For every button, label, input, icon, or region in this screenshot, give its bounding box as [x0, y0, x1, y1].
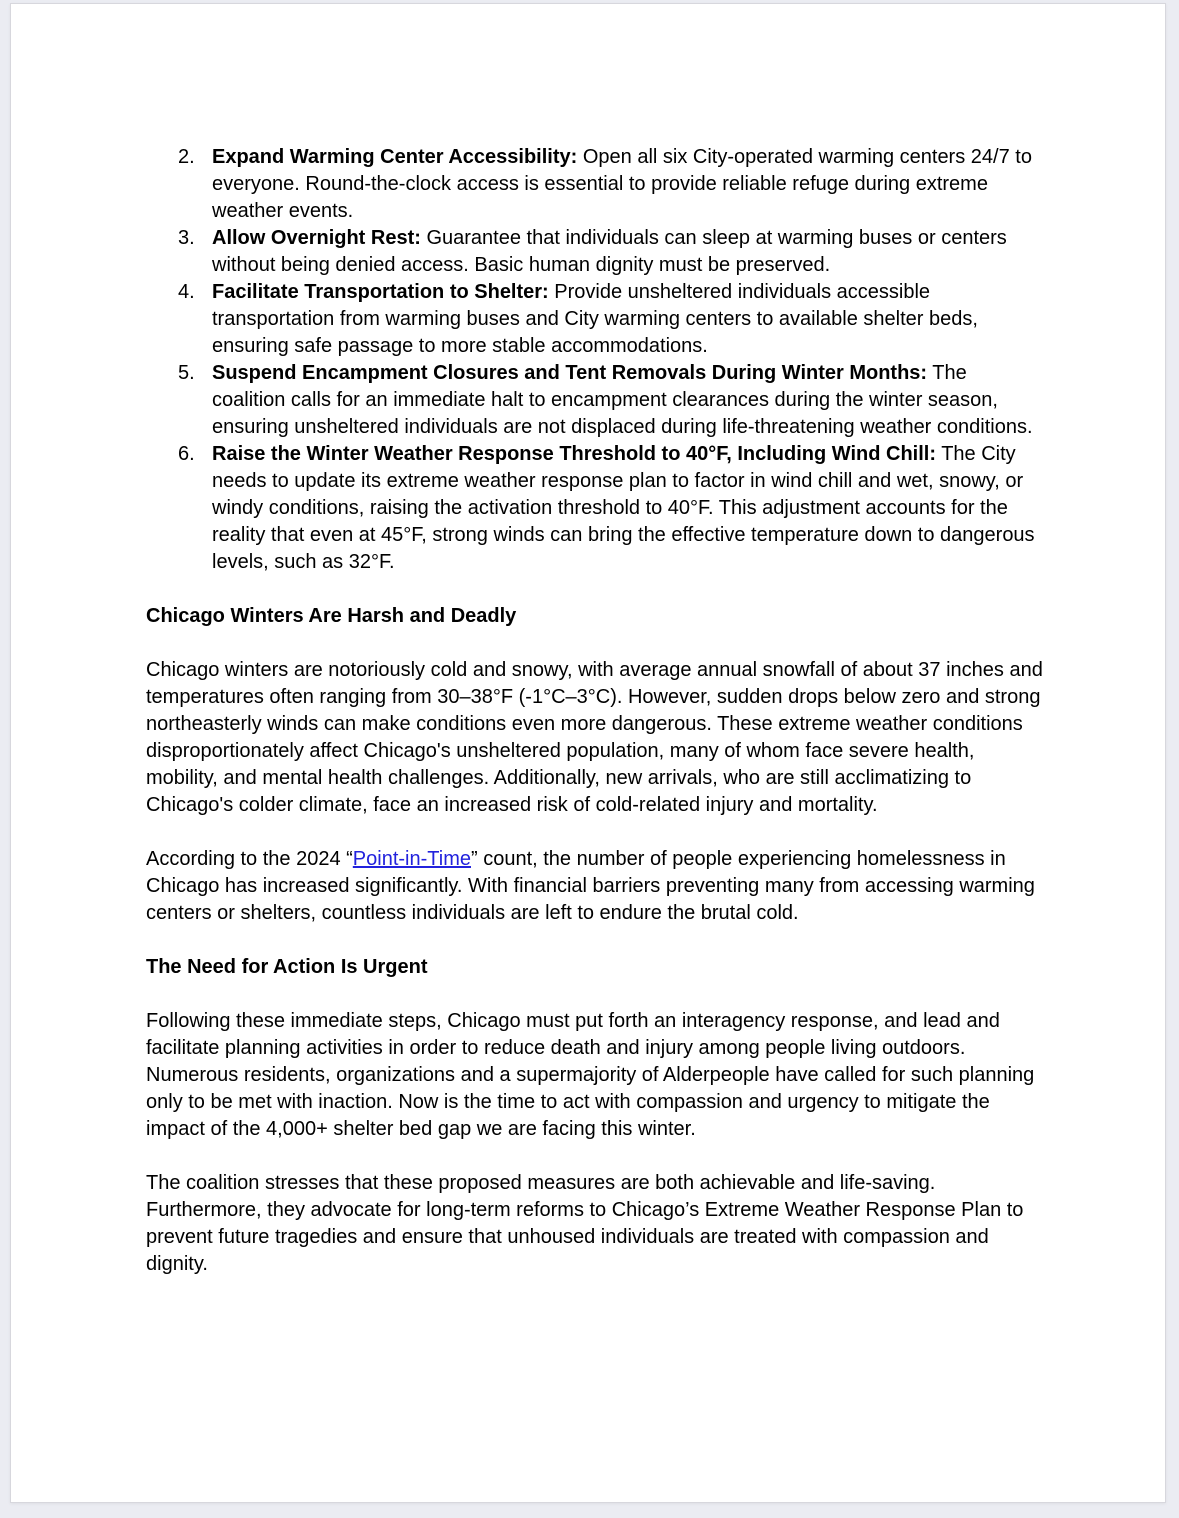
list-item-text — [212, 441, 1045, 576]
list-item — [146, 144, 1045, 225]
list-item-number: 3. — [178, 227, 195, 249]
document-page — [10, 3, 1166, 1503]
list-item-body: Provide unsheltered individuals accessible transportation from warming buses and City warming centers to available shelter beds, ensuring safe passage to more stable accommodations. — [212, 281, 978, 357]
list-item-text — [212, 225, 1045, 279]
list-item — [146, 225, 1045, 279]
paragraph-following-steps: Following these immediate steps, Chicago must put forth an interagency response, and lead and facilitate planning activities in order to reduce death and injury among people living outdoors. Numerous residents, organizations and a supermajority of Alderpeople have called for such planning only to be met with inaction. Now is the time to act with compassion and urgency to mitigate the impact of the 4,000+ shelter bed gap we are facing this winter. — [146, 1010, 1035, 1140]
list-item-text — [212, 144, 1045, 225]
paragraph-text-before-link: According to the 2024 “ — [146, 848, 353, 870]
page-content — [11, 4, 1165, 1278]
list-item-body: The City needs to update its extreme weather response plan to factor in wind chill and wet, snowy, or windy conditions, raising the activation threshold to 40°F. This adjustment accounts for the reality that even at 45°F, strong winds can bring the effective temperature down to dangerous levels, such as 32°F. — [212, 443, 1035, 573]
list-item — [146, 441, 1045, 576]
section-heading-chicago-winters: Chicago Winters Are Harsh and Deadly — [146, 605, 517, 627]
paragraph-coalition-stresses: The coalition stresses that these proposed measures are both achievable and life-saving. Furthermore, they advocate for long-term reforms to Chicago’s Extreme Weather Response Plan to prevent future tragedies and ensure that unhoused individuals are treated with compassion and dignity. — [146, 1172, 1024, 1275]
list-item-title: Expand Warming Center Accessibility: — [212, 146, 578, 168]
list-item-number: 5. — [178, 362, 195, 384]
list-item-number: 2. — [178, 146, 195, 168]
list-item-number: 6. — [178, 443, 195, 465]
list-item-body: The coalition calls for an immediate halt to encampment clearances during the winter season, ensuring unsheltered individuals are not displaced during life-threatening weather conditions. — [212, 362, 1033, 438]
list-item — [146, 279, 1045, 360]
list-item-text — [212, 279, 1045, 360]
list-item-title: Facilitate Transportation to Shelter: — [212, 281, 549, 303]
point-in-time-link[interactable]: Point-in-Time — [352, 848, 471, 870]
section-heading-need-for-action: The Need for Action Is Urgent — [146, 956, 428, 978]
list-item-body: Guarantee that individuals can sleep at warming buses or centers without being denied access. Basic human dignity must be preserved. — [212, 227, 1007, 276]
list-item-text — [212, 360, 1045, 441]
list-item-body: Open all six City-operated warming centers 24/7 to everyone. Round-the-clock access is essential to provide reliable refuge during extreme weather events. — [212, 146, 1032, 222]
list-item-title: Raise the Winter Weather Response Threshold to 40°F, Including Wind Chill: — [212, 443, 937, 465]
numbered-list — [146, 144, 1045, 576]
paragraph-chicago-winters: Chicago winters are notoriously cold and snowy, with average annual snowfall of about 37 inches and temperatures often ranging from 30–38°F (-1°C–3°C). However, sudden drops below zero and strong northeasterly winds can make conditions even more dangerous. These extreme weather conditions disproportionately affect Chicago's unsheltered population, many of whom face severe health, mobility, and mental health challenges. Additionally, new arrivals, who are still acclimatizing to Chicago's colder climate, face an increased risk of cold-related injury and mortality. — [146, 659, 1043, 816]
list-item-number: 4. — [178, 281, 195, 303]
list-item-title: Allow Overnight Rest: — [212, 227, 421, 249]
paragraph-point-in-time — [146, 846, 1045, 927]
list-item — [146, 360, 1045, 441]
list-item-title: Suspend Encampment Closures and Tent Removals During Winter Months: — [212, 362, 928, 384]
paragraph-text-after-link: ” count, the number of people experiencing homelessness in Chicago has increased significantly. With financial barriers preventing many from accessing warming centers or shelters, countless individuals are left to endure the brutal cold. — [146, 848, 1035, 924]
